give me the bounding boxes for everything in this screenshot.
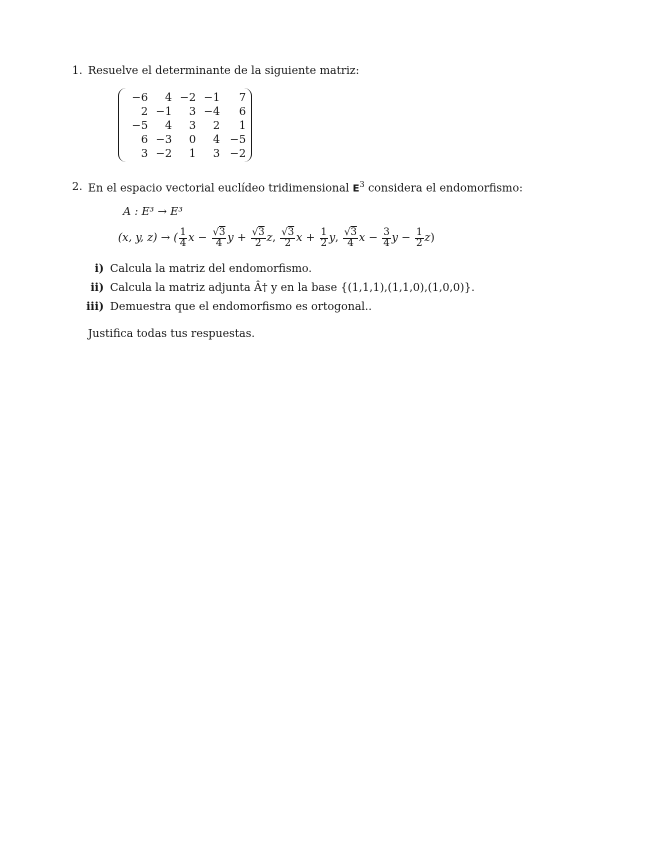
matrix-cell: 2 — [213, 119, 220, 132]
matrix-cell: 4 — [165, 119, 172, 132]
matrix-cell: 7 — [239, 91, 246, 104]
part-iii: iii) Demuestra que el endomorfismo es ortogonal.. — [86, 300, 372, 313]
frac-3-4: $\frac{3}{4}$ — [383, 226, 390, 249]
matrix-cell: −2 — [155, 147, 172, 160]
matrix-cell: −2 — [229, 147, 246, 160]
matrix-cell: 1 — [189, 147, 196, 160]
matrix-cell: −3 — [155, 133, 172, 146]
matrix-cell: 3 — [213, 147, 220, 160]
map-definition: A : E³ → E³ — [123, 205, 183, 218]
matrix-cell: 6 — [141, 133, 148, 146]
closing-note: Justifica todas tus respuestas. — [88, 327, 255, 340]
frac-1-2: $\frac{1}{2}$ — [320, 226, 327, 249]
matrix-cell: 4 — [213, 133, 220, 146]
frac-1-2-b: $\frac{1}{2}$ — [416, 226, 423, 249]
matrix-cell: −5 — [131, 119, 148, 132]
problem-1-number: 1. — [72, 64, 83, 77]
matrix-cell: −2 — [179, 91, 196, 104]
frac-sqrt3-2: $\frac{√3}{2}$ — [251, 226, 265, 249]
formula-lhs: (x, y, z) → ( — [118, 231, 178, 244]
matrix-cell: −1 — [155, 105, 172, 118]
frac-sqrt3-4: $\frac{√3}{4}$ — [212, 226, 226, 249]
matrix-cell: −4 — [203, 105, 220, 118]
matrix — [118, 88, 252, 162]
problem-2-number: 2. — [72, 180, 83, 193]
problem-2-text — [88, 180, 523, 195]
problem-2-text-before: En el espacio vectorial euclídeo tridimensional — [88, 181, 353, 195]
space-exponent: 3 — [359, 180, 365, 189]
matrix-cell: 0 — [189, 133, 196, 146]
space-symbol: E — [352, 183, 360, 195]
problem-2-text-after: considera el endomorfismo: — [364, 181, 523, 195]
matrix-cell: 3 — [141, 147, 148, 160]
matrix-cell: 4 — [165, 91, 172, 104]
frac-1-4: $\frac{1}{4}$ — [179, 226, 187, 249]
frac-sqrt3-2-b: $\frac{√3}{2}$ — [281, 226, 295, 249]
matrix-cell: 3 — [189, 119, 196, 132]
matrix-cell: −1 — [203, 91, 220, 104]
part-ii: ii) Calcula la matriz adjunta Â† y en la base {(1,1,1),(1,1,0),(1,0,0)}. — [90, 281, 475, 294]
matrix-cell: 1 — [239, 119, 246, 132]
matrix-cell: −6 — [131, 91, 148, 104]
matrix-cell: −5 — [229, 133, 246, 146]
endomorphism-formula: (x, y, z) → ( $\frac{1}{4}$ x − $\frac{√3}{4}$ y + $\frac{√3}{2}$ z, $\frac{√3}{2}$ x + $\frac{1}{2}$ y, $\frac{√3}{4}$ x − $\frac{3}{4}$ y − $\frac{1}{2}$ z) — [118, 226, 435, 249]
frac-sqrt3-4-b: $\frac{√3}{4}$ — [344, 226, 357, 249]
matrix-cell: 3 — [189, 105, 196, 118]
matrix-cell: 6 — [239, 105, 246, 118]
problem-1-text: Resuelve el determinante de la siguiente matriz: — [88, 64, 360, 77]
matrix-cell: 2 — [141, 105, 148, 118]
part-i: i) Calcula la matriz del endomorfismo. — [94, 262, 312, 275]
